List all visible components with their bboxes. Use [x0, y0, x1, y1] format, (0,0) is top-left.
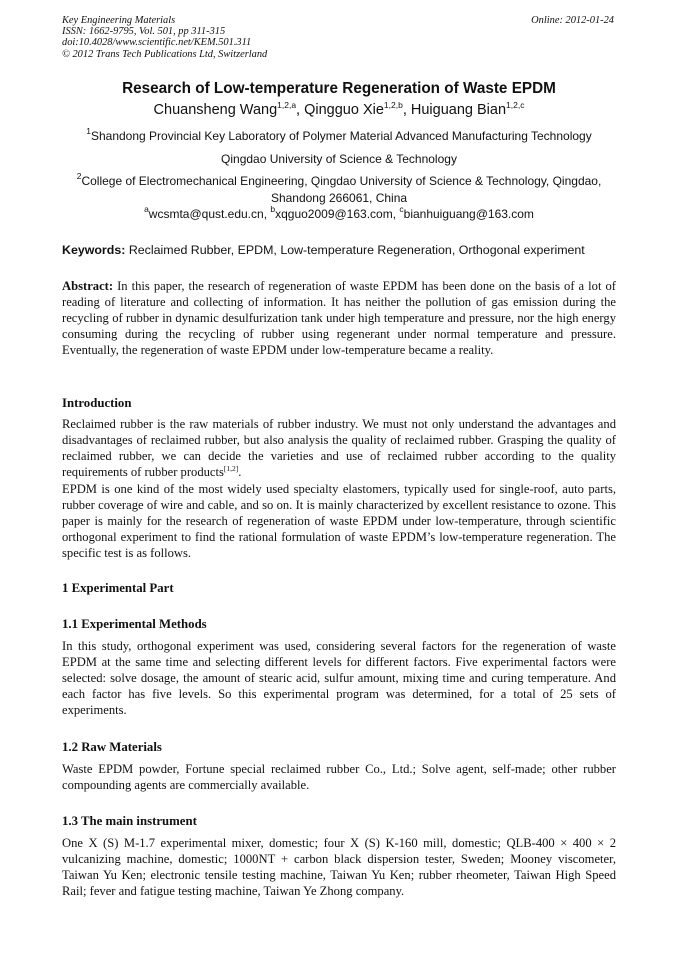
- intro-paragraph-1: [62, 416, 616, 480]
- keywords: [62, 243, 616, 257]
- materials-paragraph: Waste EPDM powder, Fortune special reclaimed rubber Co., Ltd.; Solve agent, self-made; other rubber compounding agents are commercially available.: [62, 762, 616, 793]
- author-affiliation-marker: 1,2,b: [383, 100, 403, 110]
- abstract-label: Abstract:: [62, 279, 114, 293]
- author-name: Chuansheng Wang: [153, 102, 278, 118]
- author-name: Qingguo Xie: [304, 102, 384, 118]
- author-name: Huiguang Bian: [410, 102, 507, 118]
- author-affiliation-marker: 1,2,c: [506, 100, 525, 110]
- abstract: [62, 278, 616, 358]
- section-heading-experimental: 1 Experimental Part: [62, 581, 174, 595]
- affiliation-text: Shandong Provincial Key Laboratory of Polymer Material Advanced Manufacturing Technology: [90, 129, 592, 143]
- journal-name: Key Engineering Materials: [62, 15, 176, 26]
- period: .: [238, 465, 242, 480]
- affiliation-1-university: Qingdao University of Science & Technology: [221, 152, 457, 166]
- author-list: Chuansheng Wang$^{1,2,a}$, Qingguo Xie$^{1,2,b}$, Huiguang Bian$^{1,2,c}$: [153, 100, 525, 118]
- online-date: Online: 2012-01-24: [531, 15, 614, 26]
- section-heading-introduction: Introduction: [62, 396, 132, 410]
- intro-paragraph-2: EPDM is one kind of the most widely used specialty elastomers, typically used for single-roof, auto parts, rubber coverage of wire and cable, and so on. It is mainly characterized by excellent resistance to ozone. This paper is mainly for the research of regeneration of waste EPDM under low-temperature, through scientific orthogonal experiment to find the rational formulation of waste EPDM’s low-temperature regeneration. The specific test is as follows.: [62, 482, 616, 561]
- subsection-heading-instrument: 1.3 The main instrument: [62, 814, 197, 828]
- abstract-text: In this paper, the research of regeneration of waste EPDM has been done on the basis of a lot of reading of literature and collecting of information. It has neither the pollution of gas emission during the recycling of rubber in dynamic desulfurization tank under high temperature and pressure, nor the high energy consuming during the recycling of rubber using regenerant under normal temperature and pressure. Eventually, the regeneration of waste EPDM under low-temperature became a reality.: [62, 279, 616, 358]
- email-address[interactable]: bianhuiguang@163.com: [403, 207, 534, 221]
- author-emails: $^a$wcsmta@qust.edu.cn, $^b$xqguo2009@163.com, $^c$bianhuiguang@163.com: [144, 204, 534, 221]
- citation[interactable]: [1,2]: [223, 464, 239, 474]
- email-address[interactable]: wcsmta@qust.edu.cn: [148, 207, 264, 221]
- running-header: [62, 15, 267, 60]
- methods-paragraph: In this study, orthogonal experiment was used, considering several factors for the regeneration of waste EPDM at the same time and selecting different levels for different factors. Five experimental factors were selected: solve dosage, the amount of stearic acid, sulfur amount, mixing time and curing temperature. And each factor has five levels. So this experimental program was determined, for a total of 25 sets of experiments.: [62, 639, 616, 718]
- doi-line: doi:10.4028/www.scientific.net/KEM.501.311: [62, 37, 252, 49]
- affiliation-2: [62, 173, 616, 207]
- keywords-text: Reclaimed Rubber, EPDM, Low-temperature Regeneration, Orthogonal experiment: [128, 243, 585, 257]
- intro-text: Reclaimed rubber is the raw materials of rubber industry. We must not only understand the advantages and disadvantages of reclaimed rubber, but also analysis the quality of reclaimed rubber. Grasping the quality of reclaimed rubber, we can decide the varieties and use of reclaimed rubber according to the quality requirements of rubber products: [62, 417, 616, 480]
- email-address[interactable]: xqguo2009@163.com: [275, 207, 393, 221]
- instrument-paragraph: One X (S) M-1.7 experimental mixer, domestic; four X (S) K-160 mill, domestic; QLB-400 × 400 × 2 vulcanizing machine, domestic; 1000NT + carbon black dispersion tester, Sweden; Mooney viscometer, Taiwan Yu Ken; electronic tensile testing machine, Taiwan Yu Ken; rubber rheometer, Taiwan High Speed Rail; fever and fatigue testing machine, Taiwan Ye Zhong company.: [62, 836, 616, 899]
- affiliation-marker: 2: [76, 171, 82, 181]
- copyright-line: © 2012 Trans Tech Publications Ltd, Switzerland: [62, 48, 268, 60]
- email-marker: c: [399, 204, 404, 214]
- issn-line: ISSN: 1662-9795, Vol. 501, pp 311-315: [62, 26, 226, 38]
- email-marker: a: [144, 204, 149, 214]
- subsection-heading-methods: 1.1 Experimental Methods: [62, 617, 207, 631]
- subsection-heading-materials: 1.2 Raw Materials: [62, 740, 162, 754]
- keywords-label: Keywords:: [62, 243, 126, 257]
- affiliation-text: College of Electromechanical Engineering, Qingdao University of Science & Technology, Qingdao, Shandong 266061, China: [81, 174, 602, 205]
- affiliation-marker: 1: [86, 126, 91, 136]
- author-affiliation-marker: 1,2,a: [277, 100, 297, 110]
- affiliation-1: [62, 128, 616, 145]
- paper-title: Research of Low-temperature Regeneration of Waste EPDM: [122, 80, 556, 97]
- email-marker: b: [270, 204, 276, 214]
